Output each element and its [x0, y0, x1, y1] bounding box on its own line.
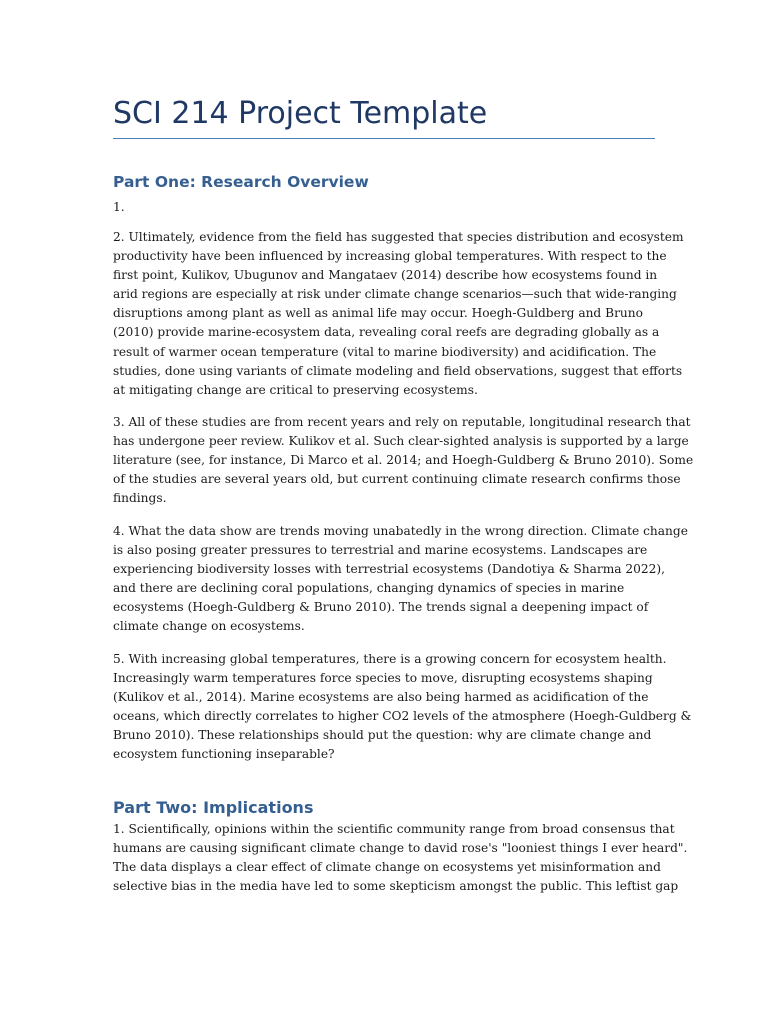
- paragraph-line: first point, Kulikov, Ubugunov and Mangataev (2014) describe how ecosystems found in: [113, 268, 658, 283]
- paragraph-line: disruptions among plant as well as animal life may occur. Hoegh-Guldberg and Bruno: [113, 306, 643, 321]
- part-one-item-2: [113, 228, 684, 400]
- paragraph-line: ecosystems (Hoegh-Guldberg & Bruno 2010). The trends signal a deepening impact of: [113, 600, 649, 615]
- paragraph-line: climate change on ecosystems.: [113, 619, 305, 634]
- part-one-item-1: [113, 198, 658, 217]
- part-two-item-1: [113, 820, 688, 896]
- part-one-heading: Part One: Research Overview: [113, 173, 369, 191]
- paragraph-line: arid regions are especially at risk under climate change scenarios—such that wide-ranging: [113, 287, 677, 302]
- paragraph-line: 3. All of these studies are from recent years and rely on reputable, longitudinal research that: [113, 415, 691, 429]
- part-one-item-4: [113, 522, 688, 637]
- title-underline-rule: [113, 138, 655, 139]
- paragraph-line: literature (see, for instance, Di Marco et al. 2014; and Hoegh-Guldberg & Bruno 2010). Some: [113, 453, 694, 468]
- paragraph-line: at mitigating change are critical to preserving ecosystems.: [113, 382, 478, 397]
- paragraph-line: 2. Ultimately, evidence from the field has suggested that species distribution and ecosystem: [113, 230, 684, 244]
- paragraph-line: studies, done using variants of climate modeling and field observations, suggest that efforts: [113, 363, 683, 378]
- paragraph-line: Increasingly warm temperatures force species to move, disrupting ecosystems shaping: [113, 671, 653, 686]
- paragraph-line: experiencing biodiversity losses with terrestrial ecosystems (Dandotiya & Sharma 2022),: [113, 562, 666, 577]
- paragraph-line: oceans, which directly correlates to higher CO2 levels of the atmosphere (Hoegh-Guldberg &: [113, 709, 692, 724]
- part-two-heading: Part Two: Implications: [113, 798, 314, 817]
- paragraph-line: The data displays a clear effect of climate change on ecosystems yet misinformation and: [113, 860, 661, 875]
- paragraph-line: (2010) provide marine-ecosystem data, revealing coral reefs are degrading globally as a: [113, 325, 660, 340]
- document-title: SCI 214 Project Template: [113, 96, 488, 131]
- paragraph-line: (Kulikov et al., 2014). Marine ecosystems are also being harmed as acidification of the: [113, 690, 649, 705]
- paragraph-line: result of warmer ocean temperature (vital to marine biodiversity) and acidification. The: [113, 344, 657, 359]
- paragraph-line: humans are causing significant climate change to david rose's "looniest things I ever heard".: [113, 841, 688, 856]
- paragraph-line: has undergone peer review. Kulikov et al. Such clear-sighted analysis is supported by a large: [113, 434, 689, 449]
- part-one-item-3: [113, 413, 694, 508]
- paragraph-line: of the studies are several years old, but current continuing climate research confirms those: [113, 472, 681, 487]
- paragraph-line: ecosystem functioning inseparable?: [113, 747, 335, 762]
- paragraph-line: 1. Scientifically, opinions within the scientific community range from broad consensus that: [113, 822, 675, 836]
- paragraph-line: is also posing greater pressures to terrestrial and marine ecosystems. Landscapes are: [113, 543, 648, 558]
- paragraph-line: findings.: [113, 491, 167, 506]
- paragraph-line: Bruno 2010). These relationships should put the question: why are climate change and: [113, 728, 652, 743]
- paragraph-line: 1.: [113, 200, 125, 214]
- paragraph-line: and there are declining coral populations, changing dynamics of species in marine: [113, 581, 625, 596]
- paragraph-line: productivity have been influenced by increasing global temperatures. With respect to the: [113, 249, 667, 264]
- paragraph-line: selective bias in the media have led to some skepticism amongst the public. This leftist gap: [113, 879, 679, 894]
- part-one-item-5: [113, 650, 692, 765]
- paragraph-line: 4. What the data show are trends moving unabatedly in the wrong direction. Climate change: [113, 524, 688, 538]
- paragraph-line: 5. With increasing global temperatures, there is a growing concern for ecosystem health.: [113, 652, 667, 666]
